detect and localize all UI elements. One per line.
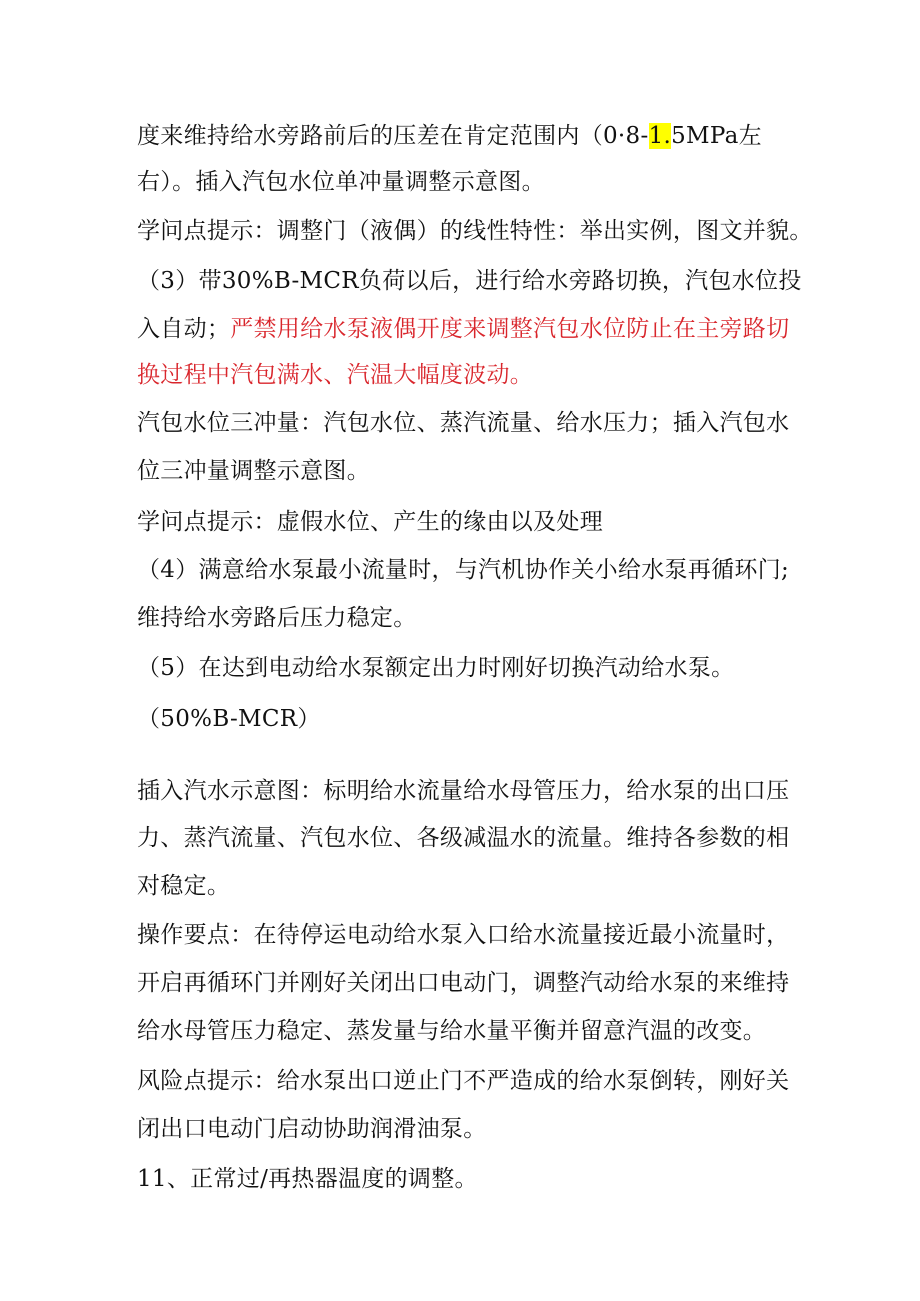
- paragraph-line: 闭出口电动门启动协助润滑油泵。: [137, 1116, 487, 1142]
- paragraph-line: [137, 121, 762, 151]
- paragraph-line: 力、蒸汽流量、汽包水位、各级减温水的流量。维持各参数的相: [137, 825, 790, 851]
- paragraph-line: 风险点提示：给水泵出口逆止门不严造成的给水泵倒转，刚好关: [137, 1068, 790, 1094]
- text-run: 5MPa左: [671, 123, 762, 149]
- paragraph-line: 学问点提示：虚假水位、产生的缘由以及处理: [137, 509, 603, 535]
- text-run: 入自动；: [137, 316, 231, 342]
- paragraph-line: 开启再循环门并刚好关闭出口电动门，调整汽动给水泵的来维持: [137, 970, 790, 996]
- highlighted-text: 1.: [648, 123, 672, 149]
- paragraph-line: 插入汽水示意图：标明给水流量给水母管压力，给水泵的出口压: [137, 778, 790, 804]
- text-run: 度来维持给水旁路前后的压差在肯定范围内（0·8-: [137, 123, 649, 149]
- section-heading: 11、正常过/再热器温度的调整。: [137, 1166, 478, 1192]
- paragraph-line: 对稳定。: [137, 873, 231, 899]
- paragraph-line: 位三冲量调整示意图。: [137, 458, 370, 484]
- paragraph-line: （3）带30%B-MCR负荷以后，进行给水旁路切换，汽包水位投: [137, 268, 802, 294]
- paragraph-line: 学问点提示：调整门（液偶）的线性特性：举出实例，图文并貌。: [137, 218, 813, 244]
- paragraph-line: 操作要点：在待停运电动给水泵入口给水流量接近最小流量时，: [137, 922, 790, 948]
- paragraph-line: [137, 314, 789, 344]
- paragraph-line: 给水母管压力稳定、蒸发量与给水量平衡并留意汽温的改变。: [137, 1018, 767, 1044]
- paragraph-line: 右）。插入汽包水位单冲量调整示意图。: [137, 169, 545, 195]
- warning-text: 严禁用给水泵液偶开度来调整汽包水位防止在主旁路切: [230, 316, 790, 342]
- paragraph-line: （5）在达到电动给水泵额定出力时刚好切换汽动给水泵。: [137, 655, 735, 681]
- paragraph-line: 维持给水旁路后压力稳定。: [137, 605, 417, 631]
- warning-text-line: 换过程中汽包满水、汽温大幅度波动。: [137, 362, 534, 388]
- paragraph-line: （4）满意给水泵最小流量时，与汽机协作关小给水泵再循环门;: [137, 557, 790, 583]
- paragraph-line: 汽包水位三冲量：汽包水位、蒸汽流量、给水压力；插入汽包水: [137, 410, 790, 436]
- paragraph-line: （50%B-MCR）: [137, 706, 321, 732]
